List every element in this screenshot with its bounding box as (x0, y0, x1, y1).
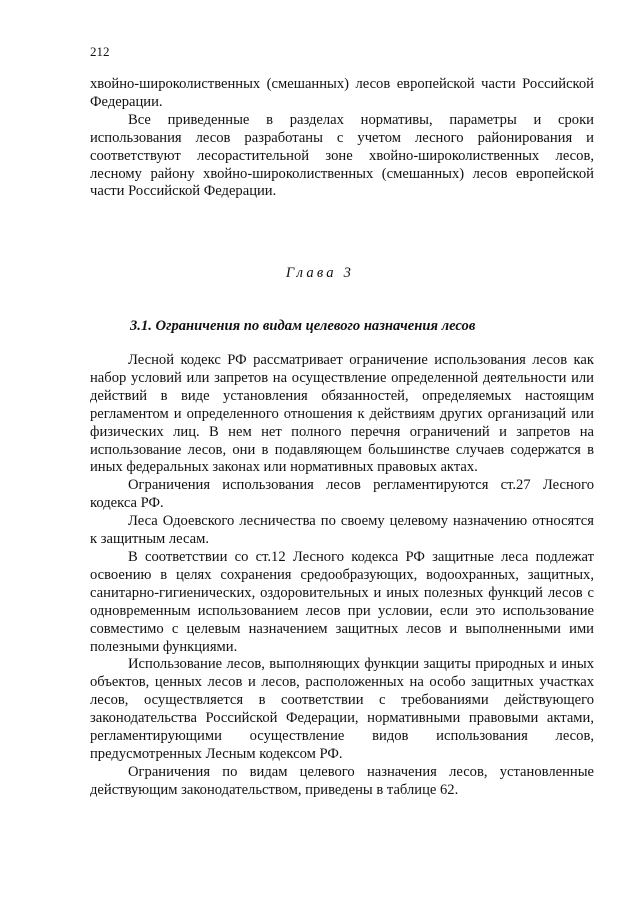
page-number: 212 (90, 44, 110, 59)
chapter-title: Глава 3 (285, 265, 355, 281)
paragraph: хвойно-широколиственных (смешанных) лесов европейской части Российской Федерации. (90, 76, 594, 110)
main-text-block (90, 352, 594, 800)
section-heading: 3.1. Ограничения по видам целевого назначения лесов (130, 318, 476, 334)
paragraph: Леса Одоевского лесничества по своему целевому назначению относятся к защитным лесам. (90, 513, 594, 548)
top-text-block (90, 76, 594, 201)
paragraph: Лесной кодекс РФ рассматривает ограничение использования лесов как набор условий или запретов на осуществление определенной деятельности или действий в виде установления обязанностей, определяемых настоящим регламентом и определенного отношения к действиям других организаций или физических лиц. В нем нет полного перечня ограничений и запретов на использование лесов, они в подавляющем большинстве случаев содержатся в иных федеральных законах или нормативных правовых актах. (90, 352, 594, 476)
paragraph: В соответствии со ст.12 Лесного кодекса РФ защитные леса подлежат освоению в целях сохранения средообразующих, водоохранных, защитных, санитарно-гигиенических, оздоровительных и иных полезных функций лесов с одновременным использованием лесов при условии, если это использование совместимо с целевым назначением защитных лесов и выполненными ими полезными функциями. (90, 548, 594, 655)
paragraph: Использование лесов, выполняющих функции защиты природных и иных объектов, ценных лесов и лесов, расположенных на особо защитных участках лесов, осуществляется в соответствии с требованиями действующего законодательства Российской Федерации, нормативными правовыми актами, регламентирующими осуществление видов использования лесов, предусмотренных Лесным кодексом РФ. (90, 656, 594, 762)
paragraph: Ограничения использования лесов регламентируются ст.27 Лесного кодекса РФ. (90, 477, 594, 512)
paragraph: Все приведенные в разделах нормативы, параметры и сроки использования лесов разработаны с учетом лесного районирования и соответствуют лесорастительной зоне хвойно-широколиственных лесов, лесному району хвойно-широколиственных (смешанных) лесов европейской части Российской Федерации. (90, 111, 594, 200)
paragraph: Ограничения по видам целевого назначения лесов, установленные действующим законодательством, приведены в таблице 62. (90, 763, 594, 798)
